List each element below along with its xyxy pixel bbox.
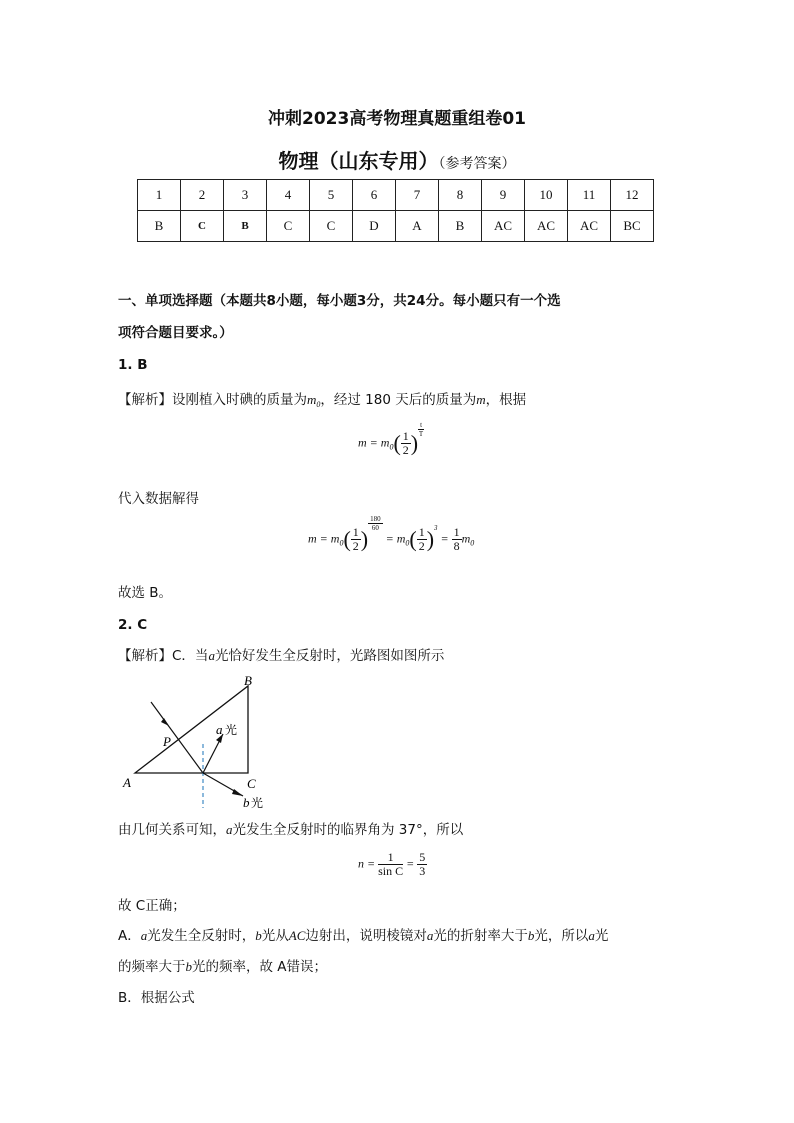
incident-ray xyxy=(151,702,203,773)
q2-analysis xyxy=(118,645,444,667)
var-m: m xyxy=(476,392,486,407)
answer-cell: A xyxy=(396,211,439,242)
analysis-text: 设刚植入时碘的质量为 xyxy=(172,392,307,408)
var-a: a xyxy=(226,822,233,837)
option-a-text: 边射出，说明棱镜对 xyxy=(305,928,427,944)
label-b: b xyxy=(243,795,250,810)
option-a-text: 光，所以 xyxy=(534,928,589,944)
option-a-text: 光的折射率大于 xyxy=(433,928,528,944)
question-number-cell: 1 xyxy=(138,180,181,211)
answer-cell: AC xyxy=(568,211,611,242)
option-a-text: 的频率大于 xyxy=(118,959,186,975)
option-a-text: 光 xyxy=(594,928,609,944)
var-b: b xyxy=(527,928,535,943)
answer-cell: C xyxy=(267,211,310,242)
section-heading-line2: 项符合题目要求。） xyxy=(118,325,233,341)
fraction-numerator: 1 xyxy=(352,525,359,539)
option-a-line2 xyxy=(118,956,327,978)
answer-cell: C xyxy=(181,211,224,242)
exponent-denominator: 60 xyxy=(371,524,379,532)
formula-mid: = m xyxy=(385,531,406,546)
q2-label: 2. C xyxy=(118,617,148,633)
analysis-prefix: 【解析】 xyxy=(118,392,172,408)
fraction-numerator: 1 xyxy=(402,429,409,443)
label-P: P xyxy=(163,734,171,749)
label-b-suffix: 光 xyxy=(251,796,264,810)
geom-prefix: 由几何关系可知， xyxy=(118,822,226,838)
exponent-denominator: T xyxy=(418,430,424,438)
incident-arrow-icon xyxy=(161,718,169,726)
analysis-prefix: 【解析】 xyxy=(118,648,172,664)
analysis-text: ，根据 xyxy=(485,392,527,408)
fraction-numerator: 5 xyxy=(419,850,426,864)
label-A: A xyxy=(123,775,131,790)
label-C: C xyxy=(247,776,256,791)
answer-cell: AC xyxy=(482,211,525,242)
var-a: a xyxy=(140,928,148,943)
subtitle-note: （参考答案） xyxy=(438,156,516,172)
question-number-cell: 4 xyxy=(267,180,310,211)
exponent: 3 xyxy=(434,524,438,533)
answer-cell: B xyxy=(224,211,267,242)
c-correct-text: 故 C正确； xyxy=(118,898,186,914)
question-number-cell: 9 xyxy=(482,180,525,211)
geometry-text xyxy=(118,819,463,841)
analysis-text: 光恰好发生全反射时，光路图如图所示 xyxy=(214,648,445,664)
fraction-denominator: 2 xyxy=(418,539,425,553)
answer-cell: D xyxy=(353,211,396,242)
var-a: a xyxy=(208,648,215,663)
question-number-cell: 2 xyxy=(181,180,224,211)
option-a-line1 xyxy=(118,925,608,947)
option-a-prefix: A． xyxy=(118,928,141,944)
label-B: B xyxy=(244,673,252,688)
analysis-text: ，经过 180 天后的质量为 xyxy=(320,392,477,408)
var-b: b xyxy=(185,959,192,974)
subscript: 0 xyxy=(316,400,321,409)
section-heading xyxy=(118,290,678,344)
question-number-cell: 12 xyxy=(611,180,654,211)
option-a-text: 光从 xyxy=(261,928,289,944)
page-subtitle xyxy=(0,145,794,174)
formula-refractive-index xyxy=(358,851,427,878)
question-number-cell: 8 xyxy=(439,180,482,211)
substitute-text: 代入数据解得 xyxy=(118,491,199,507)
question-number-cell: 10 xyxy=(525,180,568,211)
question-number-cell: 5 xyxy=(310,180,353,211)
formula-lhs: n = xyxy=(358,856,376,871)
prism-light-diagram xyxy=(115,672,275,812)
question-number-cell: 7 xyxy=(396,180,439,211)
subscript: 0 xyxy=(389,442,394,452)
fraction-numerator: 1 xyxy=(418,525,425,539)
label-a-suffix: 光 xyxy=(225,723,238,737)
equals: = xyxy=(406,856,415,871)
subscript: 0 xyxy=(405,538,410,548)
answer-cell: B xyxy=(439,211,482,242)
exponent-numerator: t xyxy=(420,421,423,429)
fraction-denominator: 3 xyxy=(419,864,426,878)
option-a-text: 光发生全反射时， xyxy=(147,928,256,944)
subtitle-main: 物理（山东专用） xyxy=(278,149,439,173)
option-b-text: B．根据公式 xyxy=(118,990,195,1006)
section-heading-line1: 一、单项选择题（本题共8小题，每小题3分，共24分。每小题只有一个选 xyxy=(118,293,561,309)
fraction-numerator: 1 xyxy=(378,851,403,865)
fraction-denominator: 2 xyxy=(402,443,409,457)
fraction-denominator: 8 xyxy=(453,539,460,553)
label-a: a xyxy=(216,722,223,737)
formula-tail: m xyxy=(461,531,471,546)
q1-analysis xyxy=(118,389,526,416)
q1-label: 1. B xyxy=(118,357,148,373)
answer-cell: BC xyxy=(611,211,654,242)
formula-result: $m = m_0$( $\frac{1}{2}$ ) $\frac{180}{60}$ = $m_0$( $\frac{1}{2}$ )$^3$ = $\frac{1}{8}$ $m_0$ xyxy=(308,515,475,553)
var-ac: AC xyxy=(288,928,306,943)
var-a: a xyxy=(426,928,434,943)
fraction-denominator: sin C xyxy=(378,864,404,878)
equals: = xyxy=(440,531,449,546)
formula-decay: $m = m_0$( $\frac{1}{2}$ ) $\frac{t}{T}$ xyxy=(358,421,424,457)
answer-cell: B xyxy=(138,211,181,242)
refracted-arrow-icon xyxy=(232,789,243,796)
subscript: 0 xyxy=(339,538,344,548)
table-row-answers xyxy=(138,211,654,242)
analysis-text: C．当 xyxy=(172,648,209,664)
formula-lhs: m = m xyxy=(358,435,390,450)
question-number-cell: 6 xyxy=(353,180,396,211)
question-number-cell: 11 xyxy=(568,180,611,211)
var-a: a xyxy=(588,928,595,943)
geom-text: 光发生全反射时的临界角为 37°，所以 xyxy=(232,822,464,838)
q1-conclusion: 故选 B。 xyxy=(118,585,173,601)
table-row-numbers xyxy=(138,180,654,211)
subscript: 0 xyxy=(470,538,475,548)
answer-cell: C xyxy=(310,211,353,242)
question-number-cell: 3 xyxy=(224,180,267,211)
answer-cell: AC xyxy=(525,211,568,242)
option-a-text: 光的频率，故 A错误； xyxy=(192,959,328,975)
fraction-numerator: 1 xyxy=(453,525,460,539)
page-title: 冲刺2023高考物理真题重组卷01 xyxy=(268,109,526,129)
formula-lhs: m = m xyxy=(308,531,340,546)
exponent-numerator: 180 xyxy=(370,515,381,523)
answer-table xyxy=(137,179,654,242)
var-m: m xyxy=(307,392,317,407)
fraction-denominator: 2 xyxy=(352,539,359,553)
var-b: b xyxy=(255,928,262,943)
